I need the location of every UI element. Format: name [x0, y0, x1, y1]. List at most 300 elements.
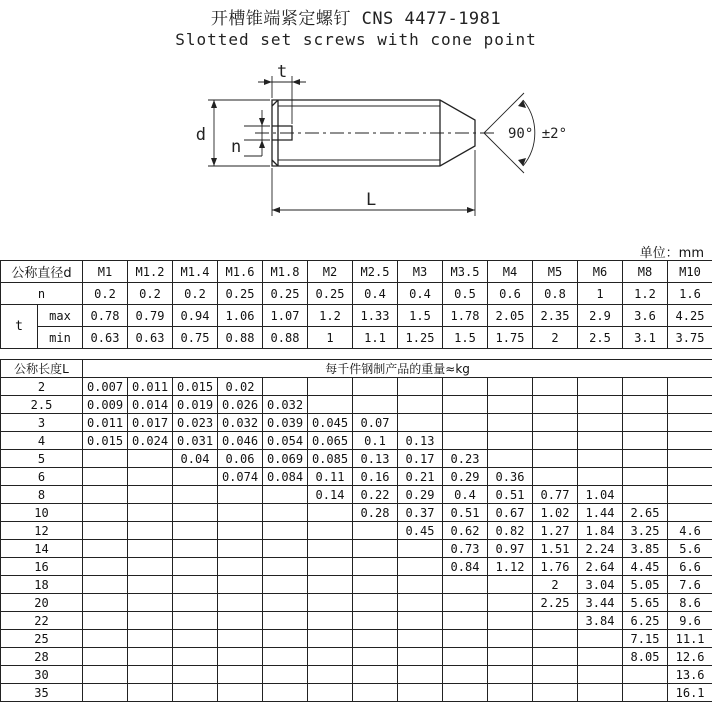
weight-cell: 0.16 [353, 468, 398, 486]
t-max-cell: 1.5 [398, 305, 443, 327]
weight-cell [353, 378, 398, 396]
weight-cell: 0.046 [218, 432, 263, 450]
L-arrow-left [272, 207, 280, 213]
weight-cell [668, 486, 712, 504]
weight-cell [488, 414, 533, 432]
weight-cell [578, 450, 623, 468]
weight-cell [83, 540, 128, 558]
n-arrow-top [259, 118, 265, 126]
weight-row [1, 396, 712, 414]
length-cell: 4 [1, 432, 83, 450]
t-max-cell: 1.33 [353, 305, 398, 327]
weight-cell: 0.084 [263, 468, 308, 486]
weight-cell: 0.069 [263, 450, 308, 468]
weight-row [1, 576, 712, 594]
length-cell: 12 [1, 522, 83, 540]
weight-cell [173, 576, 218, 594]
t-max-cell: 0.78 [83, 305, 128, 327]
t-min-cell: 1 [308, 327, 353, 349]
weight-cell [218, 522, 263, 540]
weight-cell [308, 558, 353, 576]
weight-cell [398, 630, 443, 648]
weight-cell: 12.6 [668, 648, 712, 666]
weight-cell: 0.77 [533, 486, 578, 504]
weight-cell [218, 576, 263, 594]
weight-cell [308, 666, 353, 684]
unit-label: 单位：mm [639, 246, 704, 261]
weight-cell [488, 594, 533, 612]
t-min-cell: 0.75 [173, 327, 218, 349]
weight-cell [398, 558, 443, 576]
spec-tmin-row [1, 327, 712, 349]
weight-cell: 3.85 [623, 540, 668, 558]
weight-cell [533, 450, 578, 468]
weight-cell [173, 612, 218, 630]
weight-cell [623, 450, 668, 468]
d-arrow-top [211, 100, 217, 108]
weight-cell [263, 540, 308, 558]
n-value-cell: 0.5 [443, 283, 488, 305]
weight-cell [578, 432, 623, 450]
weight-cell [398, 540, 443, 558]
weight-cell [488, 648, 533, 666]
weight-cell [533, 684, 578, 702]
t-min-label: min [49, 330, 71, 345]
weight-cell [128, 648, 173, 666]
length-cell: 35 [1, 684, 83, 702]
t-max-cell: 2.05 [488, 305, 533, 327]
weight-cell [623, 486, 668, 504]
weight-cell [83, 630, 128, 648]
size-cell: M5 [533, 261, 578, 283]
t-max-cell: 2.9 [578, 305, 623, 327]
weight-cell [533, 666, 578, 684]
n-value-cell: 1.2 [623, 283, 668, 305]
length-cell: 2 [1, 378, 83, 396]
weight-header-label: 每千件钢制产品的重量≈kg [83, 360, 712, 378]
weight-cell: 1.76 [533, 558, 578, 576]
weight-cell [668, 504, 712, 522]
weight-cell [488, 396, 533, 414]
weight-cell [533, 630, 578, 648]
weight-cell [488, 630, 533, 648]
weight-cell [578, 414, 623, 432]
n-value-cell: 0.25 [308, 283, 353, 305]
n-value-cell: 0.25 [263, 283, 308, 305]
n-value-cell: 1 [578, 283, 623, 305]
t-arrow-right [292, 79, 300, 85]
t-min-cell: 0.63 [128, 327, 173, 349]
length-cell: 30 [1, 666, 83, 684]
weight-cell [308, 504, 353, 522]
size-cell: M1.2 [128, 261, 173, 283]
t-min-cell: 1.5 [443, 327, 488, 349]
weight-cell [488, 378, 533, 396]
weight-cell [128, 486, 173, 504]
weight-row [1, 414, 712, 432]
weight-cell [308, 648, 353, 666]
weight-cell: 0.11 [308, 468, 353, 486]
weight-cell [398, 594, 443, 612]
weight-cell: 0.14 [308, 486, 353, 504]
weight-cell: 0.17 [398, 450, 443, 468]
weight-cell [83, 486, 128, 504]
weight-cell [218, 594, 263, 612]
length-header-label: 公称长度L [1, 360, 83, 378]
weight-cell [578, 396, 623, 414]
weight-cell [443, 432, 488, 450]
weight-cell: 0.51 [443, 504, 488, 522]
length-cell: 25 [1, 630, 83, 648]
weight-cell [83, 648, 128, 666]
weight-cell [128, 576, 173, 594]
weight-cell: 3.25 [623, 522, 668, 540]
weight-cell [263, 666, 308, 684]
weight-cell [128, 522, 173, 540]
weight-cell [353, 684, 398, 702]
weight-cell [398, 684, 443, 702]
page-title: 开槽锥端紧定螺钉 CNS 4477-1981 [210, 9, 502, 29]
size-cell: M4 [488, 261, 533, 283]
weight-cell: 0.62 [443, 522, 488, 540]
weight-cell: 3.84 [578, 612, 623, 630]
weight-cell: 3.44 [578, 594, 623, 612]
weight-cell: 0.065 [308, 432, 353, 450]
weight-cell [668, 432, 712, 450]
weight-cell [443, 378, 488, 396]
weight-cell [623, 432, 668, 450]
size-cell: M1.6 [218, 261, 263, 283]
weight-cell [668, 378, 712, 396]
weight-cell [353, 576, 398, 594]
weight-cell [443, 630, 488, 648]
length-cell: 5 [1, 450, 83, 468]
weight-cell: 7.6 [668, 576, 712, 594]
n-value-cell: 0.4 [398, 283, 443, 305]
t-max-cell: 0.79 [128, 305, 173, 327]
weight-cell: 0.22 [353, 486, 398, 504]
weight-cell [263, 648, 308, 666]
weight-cell [398, 576, 443, 594]
weight-cell [83, 504, 128, 522]
weight-cell: 0.29 [398, 486, 443, 504]
weight-cell [173, 666, 218, 684]
angle-arrow-bottom [518, 158, 526, 166]
t-max-cell: 4.25 [668, 305, 712, 327]
weight-cell: 1.84 [578, 522, 623, 540]
weight-cell: 0.82 [488, 522, 533, 540]
t-min-cell: 3.1 [623, 327, 668, 349]
length-cell: 10 [1, 504, 83, 522]
weight-cell [263, 684, 308, 702]
weight-row [1, 378, 712, 396]
weight-cell: 0.13 [398, 432, 443, 450]
weight-cell [443, 396, 488, 414]
weight-cell [263, 612, 308, 630]
weight-cell [623, 666, 668, 684]
angle-arrow-top [518, 100, 526, 108]
weight-cell [83, 666, 128, 684]
weight-cell [218, 648, 263, 666]
weight-cell: 0.28 [353, 504, 398, 522]
t-label-cell [1, 305, 83, 349]
t-max-cell: 1.2 [308, 305, 353, 327]
weight-cell: 4.6 [668, 522, 712, 540]
weight-cell: 0.074 [218, 468, 263, 486]
weight-cell [398, 648, 443, 666]
weight-cell [398, 666, 443, 684]
weight-cell: 5.05 [623, 576, 668, 594]
weight-cell [578, 468, 623, 486]
weight-cell: 0.007 [83, 378, 128, 396]
t-arrow-left [264, 79, 272, 85]
weight-cell: 2.25 [533, 594, 578, 612]
weight-cell: 0.51 [488, 486, 533, 504]
weight-cell [263, 630, 308, 648]
weight-cell: 0.04 [173, 450, 218, 468]
t-min-cell: 2 [533, 327, 578, 349]
weight-cell: 2 [533, 576, 578, 594]
weight-cell [308, 522, 353, 540]
weight-cell: 1.12 [488, 558, 533, 576]
weight-cell [578, 378, 623, 396]
t-max-cell: 3.6 [623, 305, 668, 327]
weight-cell [488, 612, 533, 630]
weight-row [1, 630, 712, 648]
label-angle: 90° ±2° [508, 126, 568, 142]
weight-cell [488, 450, 533, 468]
weight-cell [443, 594, 488, 612]
weight-cell [443, 612, 488, 630]
weight-row [1, 522, 712, 540]
weight-cell [443, 648, 488, 666]
weight-cell [308, 396, 353, 414]
weight-table [0, 359, 712, 702]
weight-cell: 0.032 [218, 414, 263, 432]
t-min-cell: 1.25 [398, 327, 443, 349]
weight-cell: 0.37 [398, 504, 443, 522]
weight-cell [128, 558, 173, 576]
weight-row [1, 432, 712, 450]
weight-cell: 0.032 [263, 396, 308, 414]
weight-header-row [1, 360, 712, 378]
size-cell: M6 [578, 261, 623, 283]
weight-cell [533, 468, 578, 486]
weight-cell [353, 396, 398, 414]
weight-cell [578, 630, 623, 648]
weight-row [1, 558, 712, 576]
weight-cell [308, 576, 353, 594]
label-t: t [277, 62, 288, 82]
weight-cell: 0.011 [128, 378, 173, 396]
length-cell: 28 [1, 648, 83, 666]
length-cell: 16 [1, 558, 83, 576]
weight-cell [398, 414, 443, 432]
t-min-cell: 2.5 [578, 327, 623, 349]
weight-cell: 0.054 [263, 432, 308, 450]
length-cell: 14 [1, 540, 83, 558]
t-min-cell: 1.75 [488, 327, 533, 349]
weight-cell: 0.29 [443, 468, 488, 486]
weight-cell: 0.45 [398, 522, 443, 540]
weight-cell: 2.24 [578, 540, 623, 558]
t-max-cell: 1.78 [443, 305, 488, 327]
size-cell: M3 [398, 261, 443, 283]
size-header-label: 公称直径d [1, 261, 83, 283]
weight-cell [218, 486, 263, 504]
weight-cell [128, 450, 173, 468]
weight-cell [218, 630, 263, 648]
weight-cell [668, 450, 712, 468]
weight-cell: 5.6 [668, 540, 712, 558]
weight-cell [398, 396, 443, 414]
weight-cell [83, 522, 128, 540]
weight-cell [263, 378, 308, 396]
n-value-cell: 1.6 [668, 283, 712, 305]
weight-cell [353, 558, 398, 576]
weight-cell [488, 666, 533, 684]
length-cell: 8 [1, 486, 83, 504]
weight-cell: 0.039 [263, 414, 308, 432]
n-value-cell: 0.4 [353, 283, 398, 305]
weight-cell: 0.97 [488, 540, 533, 558]
size-cell: M3.5 [443, 261, 488, 283]
weight-cell [83, 684, 128, 702]
size-cell: M8 [623, 261, 668, 283]
weight-cell: 0.023 [173, 414, 218, 432]
weight-cell: 0.015 [173, 378, 218, 396]
weight-cell [488, 432, 533, 450]
length-cell: 20 [1, 594, 83, 612]
weight-cell: 16.1 [668, 684, 712, 702]
weight-cell [533, 378, 578, 396]
length-cell: 3 [1, 414, 83, 432]
t-min-cell: 0.88 [218, 327, 263, 349]
weight-cell [353, 630, 398, 648]
weight-cell [218, 612, 263, 630]
weight-cell: 0.1 [353, 432, 398, 450]
weight-cell: 0.36 [488, 468, 533, 486]
weight-cell [353, 648, 398, 666]
weight-cell: 0.02 [218, 378, 263, 396]
n-row-label: n [1, 283, 83, 305]
weight-cell [83, 612, 128, 630]
weight-cell [83, 558, 128, 576]
weight-cell [218, 558, 263, 576]
weight-cell [128, 504, 173, 522]
weight-cell: 0.011 [83, 414, 128, 432]
weight-cell: 0.015 [83, 432, 128, 450]
weight-cell [308, 612, 353, 630]
weight-cell [623, 378, 668, 396]
weight-cell [353, 612, 398, 630]
size-cell: M1.4 [173, 261, 218, 283]
weight-cell [263, 576, 308, 594]
t-min-cell: 0.63 [83, 327, 128, 349]
weight-cell: 7.15 [623, 630, 668, 648]
weight-cell [83, 450, 128, 468]
weight-cell: 1.51 [533, 540, 578, 558]
weight-cell: 6.25 [623, 612, 668, 630]
weight-cell [128, 630, 173, 648]
n-value-cell: 0.2 [83, 283, 128, 305]
weight-cell [83, 468, 128, 486]
t-max-cell: 1.07 [263, 305, 308, 327]
weight-cell: 4.45 [623, 558, 668, 576]
weight-cell [263, 504, 308, 522]
weight-cell [578, 666, 623, 684]
weight-cell: 0.07 [353, 414, 398, 432]
weight-cell [128, 612, 173, 630]
spec-tmax-row [1, 305, 712, 327]
weight-cell [668, 396, 712, 414]
weight-cell [443, 684, 488, 702]
weight-cell: 1.44 [578, 504, 623, 522]
size-cell: M2 [308, 261, 353, 283]
weight-cell [668, 414, 712, 432]
weight-cell [218, 666, 263, 684]
weight-cell [173, 486, 218, 504]
weight-cell: 0.026 [218, 396, 263, 414]
length-cell: 2.5 [1, 396, 83, 414]
weight-cell [83, 594, 128, 612]
screw-drawing [0, 0, 712, 240]
weight-cell [218, 684, 263, 702]
t-min-cell: 3.75 [668, 327, 712, 349]
weight-cell [173, 522, 218, 540]
weight-cell [128, 594, 173, 612]
weight-cell [308, 630, 353, 648]
weight-cell [173, 684, 218, 702]
weight-cell [263, 558, 308, 576]
weight-cell: 1.27 [533, 522, 578, 540]
weight-cell [173, 540, 218, 558]
weight-cell [128, 684, 173, 702]
weight-cell [218, 504, 263, 522]
weight-cell [353, 522, 398, 540]
weight-cell [623, 468, 668, 486]
weight-cell: 5.65 [623, 594, 668, 612]
weight-cell [173, 594, 218, 612]
weight-cell [398, 612, 443, 630]
n-value-cell: 0.25 [218, 283, 263, 305]
n-value-cell: 0.6 [488, 283, 533, 305]
weight-cell: 0.13 [353, 450, 398, 468]
n-arrow-bottom [259, 140, 265, 148]
weight-cell [578, 684, 623, 702]
weight-cell: 0.21 [398, 468, 443, 486]
weight-cell [173, 468, 218, 486]
weight-cell: 0.017 [128, 414, 173, 432]
length-cell: 6 [1, 468, 83, 486]
weight-cell: 0.06 [218, 450, 263, 468]
weight-cell [263, 486, 308, 504]
weight-cell: 0.031 [173, 432, 218, 450]
weight-cell [308, 378, 353, 396]
weight-cell [353, 540, 398, 558]
spec-n-row [1, 283, 712, 305]
d-arrow-bottom [211, 158, 217, 166]
weight-row [1, 540, 712, 558]
weight-cell: 1.02 [533, 504, 578, 522]
n-value-cell: 0.8 [533, 283, 578, 305]
weight-cell [83, 576, 128, 594]
weight-cell: 0.009 [83, 396, 128, 414]
weight-cell [623, 414, 668, 432]
weight-cell: 0.67 [488, 504, 533, 522]
weight-row [1, 504, 712, 522]
weight-cell [128, 666, 173, 684]
